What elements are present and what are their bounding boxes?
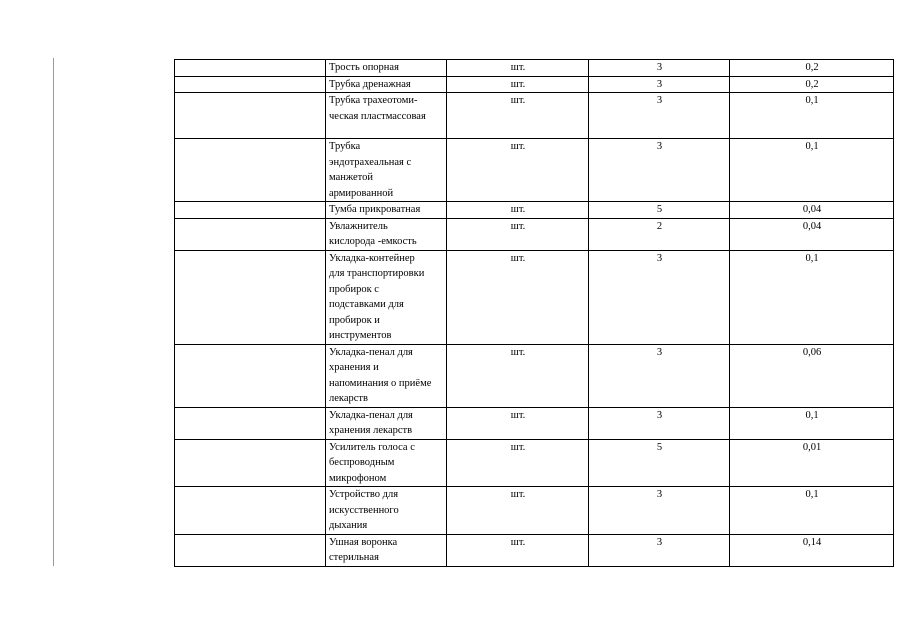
value-cell: 0,1 <box>730 250 894 344</box>
table-row <box>175 487 894 535</box>
empty-cell <box>175 218 326 250</box>
empty-cell <box>175 76 326 93</box>
item-name-cell: Трубка эндотрахеальная с манжетой армированной <box>326 139 447 202</box>
quantity-cell: 5 <box>589 202 730 219</box>
empty-cell <box>175 139 326 202</box>
unit-cell: шт. <box>447 250 589 344</box>
value-cell: 0,04 <box>730 218 894 250</box>
empty-cell <box>175 439 326 487</box>
table-row <box>175 439 894 487</box>
empty-cell <box>175 250 326 344</box>
value-cell: 0,01 <box>730 439 894 487</box>
unit-cell: шт. <box>447 93 589 139</box>
item-name-cell: Трубка трахеотоми- ческая пластмассовая <box>326 93 447 139</box>
quantity-cell: 3 <box>589 93 730 139</box>
quantity-cell: 3 <box>589 76 730 93</box>
value-cell: 0,14 <box>730 534 894 566</box>
item-name-cell: Устройство для искусственного дыхания <box>326 487 447 535</box>
table-row <box>175 407 894 439</box>
value-cell: 0,1 <box>730 407 894 439</box>
quantity-cell: 3 <box>589 487 730 535</box>
value-cell: 0,04 <box>730 202 894 219</box>
item-name-cell: Увлажнитель кислорода -емкость <box>326 218 447 250</box>
empty-cell <box>175 60 326 77</box>
quantity-cell: 3 <box>589 534 730 566</box>
table-row <box>175 202 894 219</box>
unit-cell: шт. <box>447 534 589 566</box>
table-row <box>175 534 894 566</box>
quantity-cell: 3 <box>589 60 730 77</box>
item-name-cell: Трубка дренажная <box>326 76 447 93</box>
quantity-cell: 3 <box>589 139 730 202</box>
unit-cell: шт. <box>447 202 589 219</box>
empty-cell <box>175 344 326 407</box>
table-row <box>175 76 894 93</box>
page-margin-line <box>53 58 54 566</box>
empty-cell <box>175 93 326 139</box>
item-name-cell: Укладка-контейнер для транспортировки пробирок с подставками для пробирок и инструментов <box>326 250 447 344</box>
empty-cell <box>175 534 326 566</box>
unit-cell: шт. <box>447 407 589 439</box>
quantity-cell: 3 <box>589 407 730 439</box>
item-name-cell: Трость опорная <box>326 60 447 77</box>
item-name-cell: Укладка-пенал для хранения лекарств <box>326 407 447 439</box>
unit-cell: шт. <box>447 139 589 202</box>
quantity-cell: 5 <box>589 439 730 487</box>
unit-cell: шт. <box>447 76 589 93</box>
table-row <box>175 60 894 77</box>
unit-cell: шт. <box>447 60 589 77</box>
unit-cell: шт. <box>447 218 589 250</box>
item-name-cell: Усилитель голоса с беспроводным микрофоном <box>326 439 447 487</box>
value-cell: 0,1 <box>730 139 894 202</box>
equipment-table <box>174 59 894 567</box>
value-cell: 0,2 <box>730 76 894 93</box>
table-row <box>175 93 894 139</box>
quantity-cell: 3 <box>589 250 730 344</box>
value-cell: 0,1 <box>730 487 894 535</box>
quantity-cell: 2 <box>589 218 730 250</box>
item-name-cell: Ушная воронка стерильная <box>326 534 447 566</box>
empty-cell <box>175 202 326 219</box>
table-row <box>175 250 894 344</box>
unit-cell: шт. <box>447 487 589 535</box>
table-row <box>175 139 894 202</box>
value-cell: 0,06 <box>730 344 894 407</box>
item-name-cell: Укладка-пенал для хранения и напоминания о приёме лекарств <box>326 344 447 407</box>
value-cell: 0,2 <box>730 60 894 77</box>
quantity-cell: 3 <box>589 344 730 407</box>
value-cell: 0,1 <box>730 93 894 139</box>
table-row <box>175 218 894 250</box>
unit-cell: шт. <box>447 439 589 487</box>
unit-cell: шт. <box>447 344 589 407</box>
empty-cell <box>175 407 326 439</box>
item-name-cell: Тумба прикроватная <box>326 202 447 219</box>
empty-cell <box>175 487 326 535</box>
table-row <box>175 344 894 407</box>
